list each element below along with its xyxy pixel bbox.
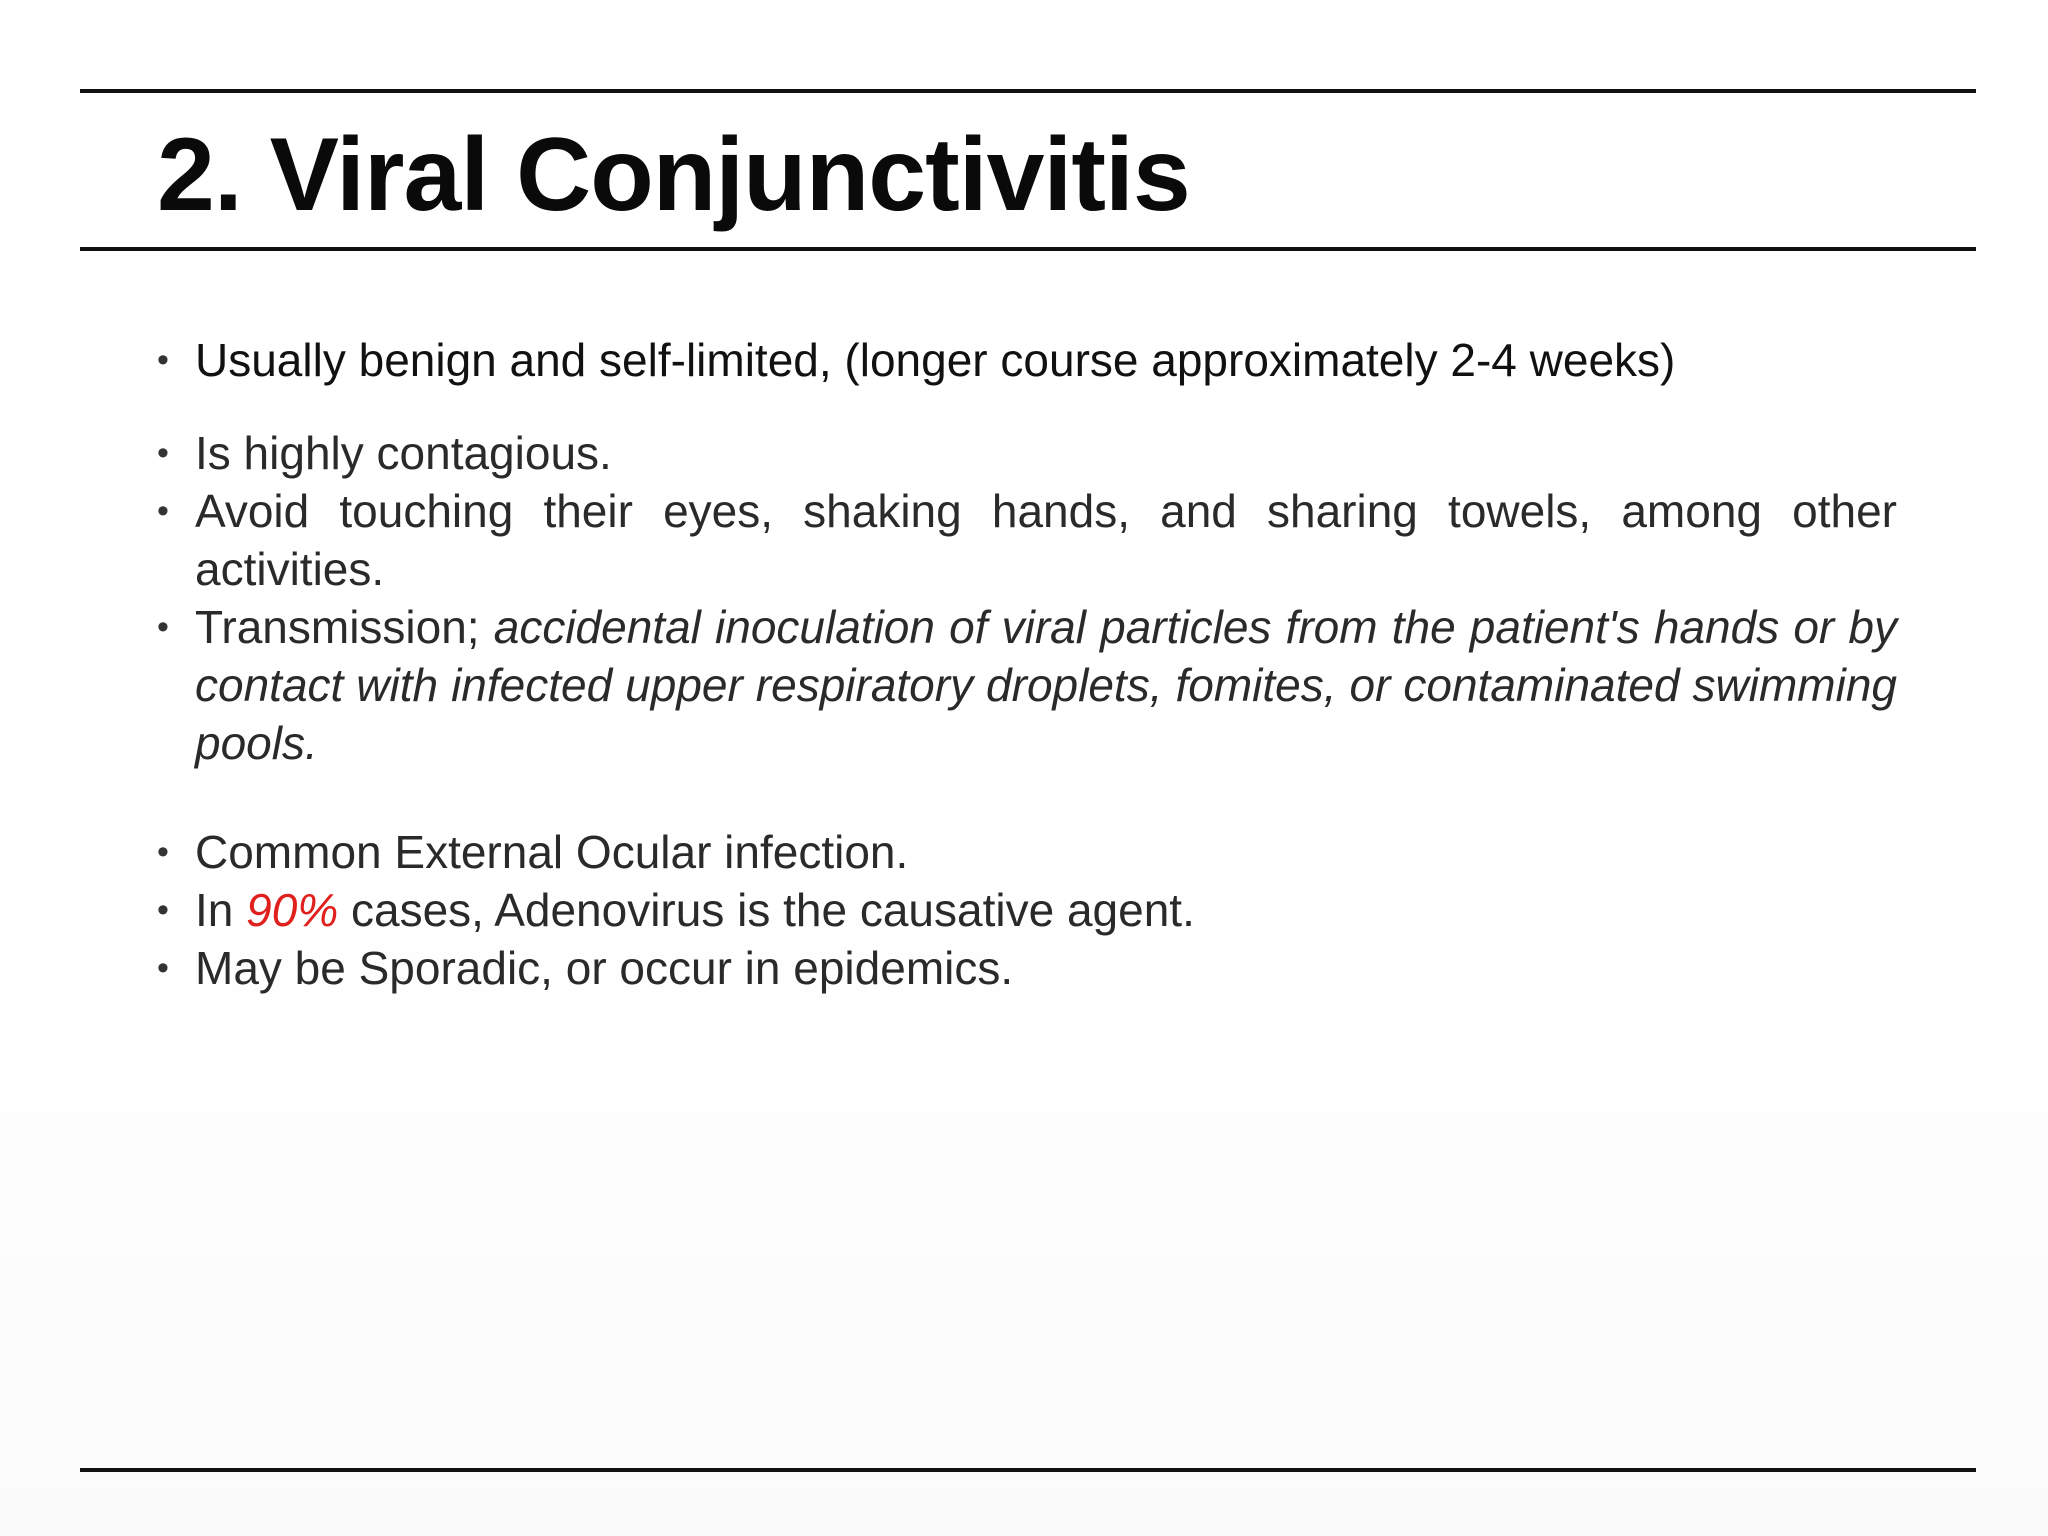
bullet-item-transmission	[157, 598, 1897, 772]
bullet-icon: •	[157, 833, 169, 871]
bullet-item-contagious	[157, 424, 1897, 482]
bullet-icon: •	[157, 949, 169, 987]
title-rule	[80, 247, 1976, 251]
bullet-text-sporadic: May be Sporadic, or occur in epidemics.	[195, 942, 1014, 994]
slide-title: 2. Viral Conjunctivitis	[157, 117, 1190, 233]
bullet-icon: •	[157, 608, 169, 646]
percent-highlight: 90%	[246, 884, 339, 936]
bullet-icon: •	[157, 891, 169, 929]
bullet-text-common: Common External Ocular infection.	[195, 826, 909, 878]
top-rule	[80, 89, 1976, 93]
bullet-item-avoid	[157, 482, 1897, 598]
bullet-group-contagion	[157, 424, 1897, 772]
bullet-text-avoid: Avoid touching their eyes, shaking hands, and sharing towels, among other activities.	[195, 485, 1897, 595]
bullet-text-contagious: Is highly contagious.	[195, 427, 612, 479]
bullet-item-sporadic	[157, 939, 1897, 997]
bullet-group-course	[157, 331, 1897, 389]
transmission-label: Transmission;	[195, 601, 494, 653]
bullet-text-course: Usually benign and self-limited, (longer course approximately 2-4 weeks)	[195, 334, 1676, 386]
transmission-detail: accidental inoculation of viral particles from the patient's hands or by contact with infected upper respiratory droplets, fomites, or contaminated swimming pools.	[195, 601, 1897, 769]
bottom-rule	[80, 1468, 1976, 1472]
bullet-group-epidemiology	[157, 823, 1897, 997]
bullet-item-common	[157, 823, 1897, 881]
percent-suffix: cases, Adenovirus is the causative agent.	[338, 884, 1195, 936]
bullet-icon: •	[157, 434, 169, 472]
bullet-item-course	[157, 331, 1897, 389]
bullet-item-adenovirus	[157, 881, 1897, 939]
bullet-icon: •	[157, 492, 169, 530]
percent-prefix: In	[195, 884, 247, 936]
bullet-icon: •	[157, 341, 169, 379]
